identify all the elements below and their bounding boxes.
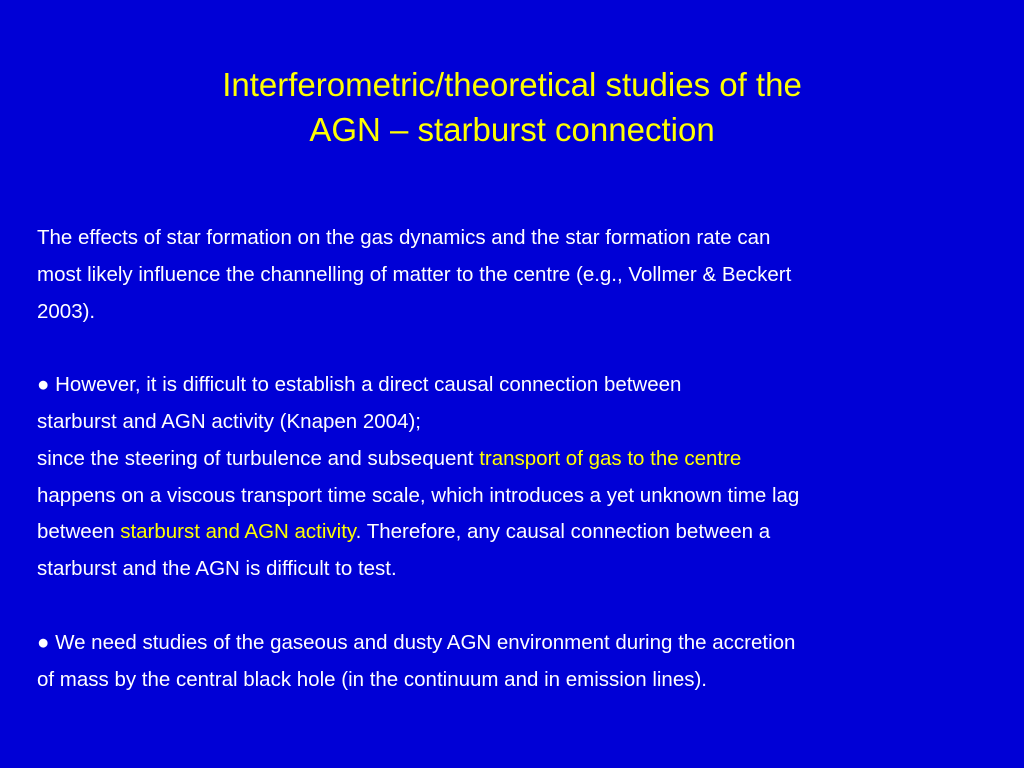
bullet-dot-icon: ●	[37, 630, 50, 654]
bullet1-line-5: between	[37, 520, 121, 544]
bullet-paragraph-1	[37, 367, 997, 588]
bullet1-line-2: starburst and AGN activity (Knapen 2004);	[37, 409, 422, 433]
bullet1-line-4: happens on a viscous transport time scale, which introduces a yet unknown time lag	[37, 483, 800, 507]
intro-line-3: 2003).	[37, 299, 96, 323]
intro-paragraph	[37, 220, 997, 330]
slide-title	[0, 62, 1024, 152]
title-line-2: AGN – starburst connection	[309, 111, 715, 148]
slide-body	[37, 220, 997, 698]
bullet1-line-1: However, it is difficult to establish a direct causal connection between	[55, 373, 682, 397]
highlight-starburst-agn-activity: starburst and AGN activity	[120, 520, 356, 544]
intro-line-2: most likely influence the channelling of matter to the centre (e.g., Vollmer & Beckert	[37, 262, 792, 286]
bullet-paragraph-2	[37, 625, 997, 699]
bullet1-line-6: starburst and the AGN is difficult to test.	[37, 557, 397, 581]
bullet2-line-1: We need studies of the gaseous and dusty AGN environment during the accretion	[55, 630, 796, 654]
bullet1-line-3: since the steering of turbulence and subsequent	[37, 446, 480, 470]
paragraph-spacer	[37, 330, 997, 367]
paragraph-spacer	[37, 588, 997, 625]
bullet-dot-icon: ●	[37, 373, 50, 397]
bullet1-line-5-post: . Therefore, any causal connection between a	[355, 520, 771, 544]
bullet2-line-2: of mass by the central black hole (in the continuum and in emission lines).	[37, 667, 708, 691]
highlight-transport-of-gas: transport of gas to the centre	[479, 446, 742, 470]
intro-line-1: The effects of star formation on the gas dynamics and the star formation rate can	[37, 226, 771, 249]
title-line-1: Interferometric/theoretical studies of the	[222, 66, 802, 103]
